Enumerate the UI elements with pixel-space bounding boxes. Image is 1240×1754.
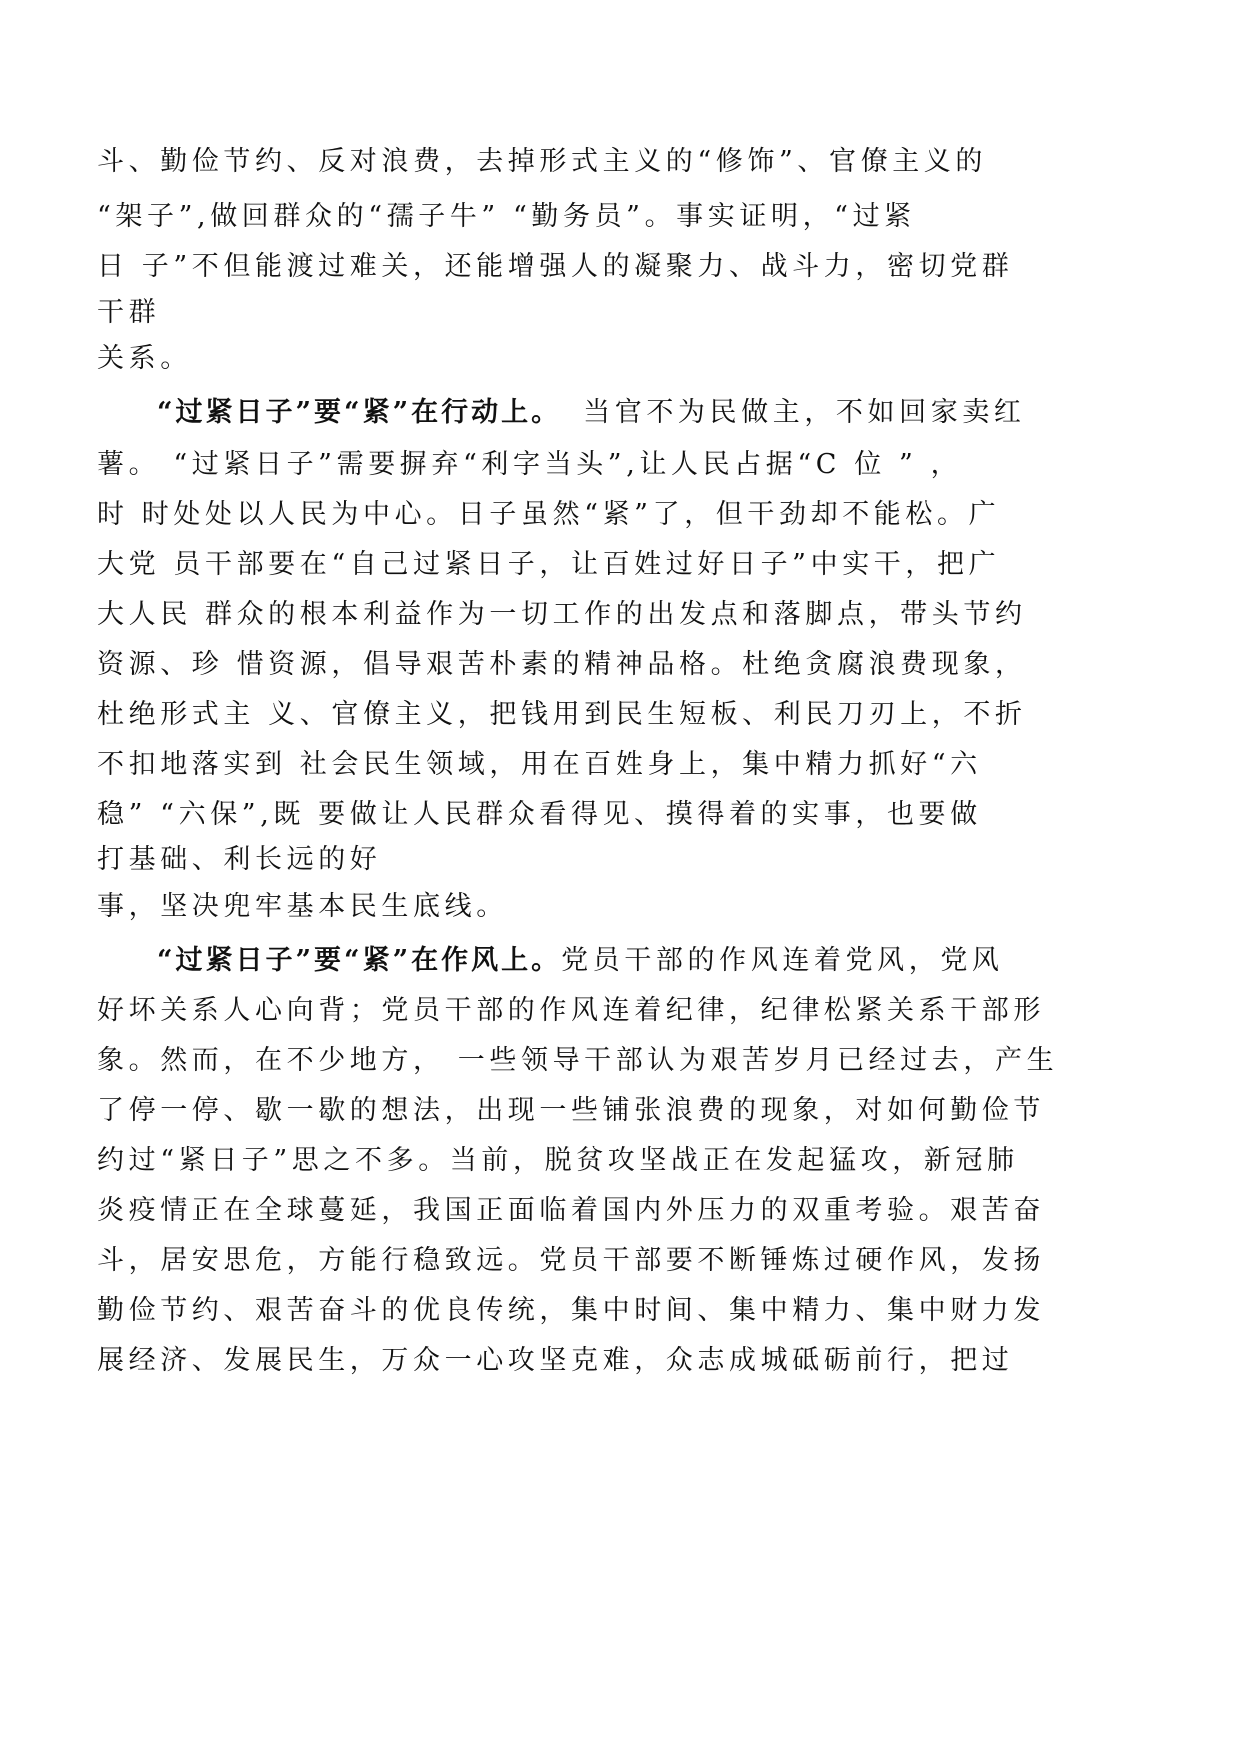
text-line: 象。然而，在不少地方， 一些领导干部认为艰苦岁月已经过去，产生 [97,1045,1059,1076]
text-line: 不扣地落实到 社会民生领域，用在百姓身上，集中精力抓好“六 [97,749,982,780]
text-line: 展经济、发展民生，万众一心攻坚克难，众志成城砥砺前行，把过 [97,1345,1014,1376]
text-line: 好坏关系人心向背；党员干部的作风连着纪律，纪律松紧关系干部形 [97,995,1045,1026]
text-line: 打基础、利长远的好 [97,844,382,875]
text-line: 炎疫情正在全球蔓延，我国正面临着国内外压力的双重考验。艰苦奋 [97,1195,1045,1226]
text-line: 斗，居安思危，方能行稳致远。党员干部要不断锤炼过硬作风，发扬 [97,1245,1045,1276]
section-heading: “过紧日子”要“紧”在作风上。 [157,945,562,976]
text-line: 稳” “六保”,既 要做让人民群众看得见、摸得着的实事，也要做 [97,799,982,830]
text-line: 勤俭节约、艰苦奋斗的优良传统，集中时间、集中精力、集中财力发 [97,1295,1045,1326]
text-line: 了停一停、歇一歇的想法，出现一些铺张浪费的现象，对如何勤俭节 [97,1095,1045,1126]
text-line: 斗、勤俭节约、反对浪费，去掉形式主义的“修饰”、官僚主义的 [97,146,988,177]
text-line: 杜绝形式主 义、官僚主义，把钱用到民生短板、利民刀刃上，不折 [97,699,1027,730]
text-line: 事，坚决兜牢基本民生底线。 [97,891,508,922]
text-line: 薯。 “过紧日子”需要摒弃“利字当头”,让人民占据“C 位 ” ， [97,449,963,480]
text-line: “架子”,做回群众的“孺子牛” “勤务员”。事实证明，“过紧 [97,201,916,232]
section-heading: “过紧日子”要“紧”在行动上。 [157,397,562,428]
paragraph-first-line [157,944,1004,978]
text-line: 日 子”不但能渡过难关，还能增强人的凝聚力、战斗力，密切党群 [97,251,1014,282]
text-line: 资源、珍 惜资源，倡导艰苦朴素的精神品格。杜绝贪腐浪费现象， [97,649,1027,680]
text-segment: 党员干部的作风连着党风，党风 [561,945,1004,976]
text-line: 干群 [97,297,161,328]
text-line: 大党 员干部要在“自己过紧日子，让百姓过好日子”中实干，把广 [97,549,1001,580]
text-segment: 当官不为民做主，不如回家卖红 [583,397,1026,428]
text-line: 时 时处处以人民为中心。日子虽然“紧”了，但干劲却不能松。广 [97,499,1001,530]
text-line: 约过“紧日子”思之不多。当前，脱贫攻坚战正在发起猛攻，新冠肺 [97,1145,1019,1176]
text-line: 关系。 [97,343,192,374]
text-line: 大人民 群众的根本利益作为一切工作的出发点和落脚点，带头节约 [97,599,1027,630]
paragraph-first-line [157,396,1026,430]
